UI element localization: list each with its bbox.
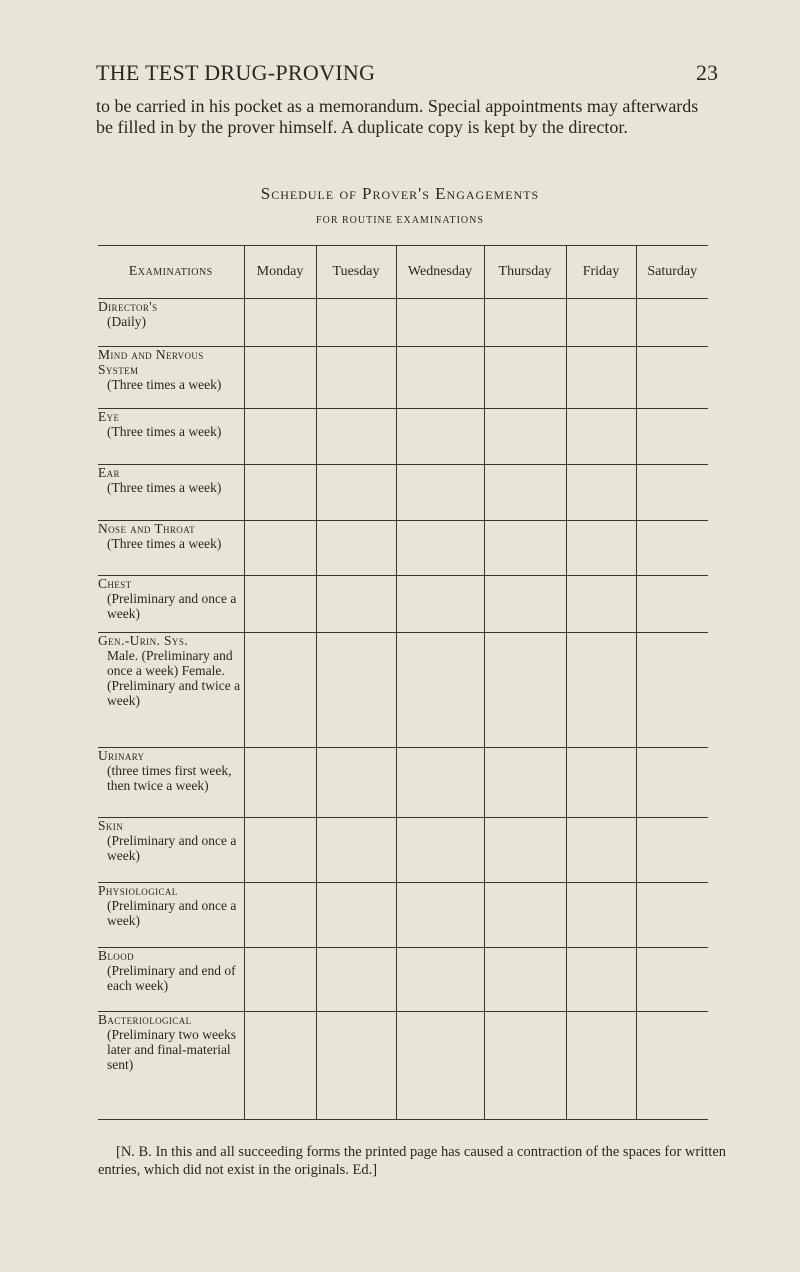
entry-cell-thursday (484, 576, 566, 633)
entry-cell-saturday (636, 948, 708, 1012)
entry-cell-wednesday (396, 576, 484, 633)
examination-name: Nose and Throat (98, 521, 196, 536)
entry-cell-saturday (636, 883, 708, 948)
entry-cell-wednesday (396, 748, 484, 818)
running-title: THE TEST DRUG-PROVING (96, 60, 376, 85)
examination-cell (98, 818, 244, 883)
entry-cell-monday (244, 299, 316, 347)
entry-cell-wednesday (396, 948, 484, 1012)
column-header-wednesday: Wednesday (396, 246, 484, 299)
examination-name: Ear (98, 465, 120, 480)
entry-cell-thursday (484, 633, 566, 748)
entry-cell-thursday (484, 409, 566, 465)
entry-cell-friday (566, 948, 636, 1012)
entry-cell-tuesday (316, 409, 396, 465)
entry-cell-monday (244, 465, 316, 521)
examination-cell (98, 299, 244, 347)
examination-name: Physiological (98, 883, 178, 898)
entry-cell-wednesday (396, 347, 484, 409)
entry-cell-tuesday (316, 347, 396, 409)
examination-cell (98, 748, 244, 818)
examination-name: Skin (98, 818, 124, 833)
entry-cell-thursday (484, 1012, 566, 1120)
entry-cell-saturday (636, 1012, 708, 1120)
table-row (98, 883, 708, 948)
entry-cell-thursday (484, 818, 566, 883)
examination-frequency: (Preliminary and once a week) (107, 591, 237, 621)
column-header-monday: Monday (244, 246, 316, 299)
column-header-thursday: Thursday (484, 246, 566, 299)
table-row (98, 576, 708, 633)
examination-frequency: (Preliminary and once a week) (107, 833, 237, 863)
examination-frequency: (three times first week, then twice a week) (107, 763, 232, 793)
entry-cell-tuesday (316, 576, 396, 633)
entry-cell-friday (566, 409, 636, 465)
entry-cell-friday (566, 465, 636, 521)
running-head (96, 60, 718, 90)
entry-cell-friday (566, 818, 636, 883)
entry-cell-wednesday (396, 1012, 484, 1120)
entry-cell-thursday (484, 521, 566, 576)
entry-cell-friday (566, 347, 636, 409)
examination-frequency: (Preliminary and once a week) (107, 898, 237, 928)
entry-cell-tuesday (316, 818, 396, 883)
entry-cell-monday (244, 633, 316, 748)
entry-cell-tuesday (316, 521, 396, 576)
entry-cell-monday (244, 1012, 316, 1120)
entry-cell-wednesday (396, 465, 484, 521)
examination-cell (98, 465, 244, 521)
entry-cell-tuesday (316, 1012, 396, 1120)
examination-cell (98, 948, 244, 1012)
examination-cell (98, 347, 244, 409)
page-number: 23 (696, 60, 718, 85)
examination-cell (98, 409, 244, 465)
entry-cell-monday (244, 748, 316, 818)
header-row (98, 246, 708, 299)
entry-cell-monday (244, 576, 316, 633)
entry-cell-saturday (636, 299, 708, 347)
table-row (98, 521, 708, 576)
examination-name: Blood (98, 948, 135, 963)
entry-cell-saturday (636, 521, 708, 576)
entry-cell-monday (244, 409, 316, 465)
examination-cell (98, 576, 244, 633)
table-row (98, 409, 708, 465)
column-header-examinations: Examinations (98, 246, 244, 299)
entry-cell-thursday (484, 883, 566, 948)
examination-frequency: (Three times a week) (107, 377, 222, 392)
entry-cell-tuesday (316, 465, 396, 521)
entry-cell-friday (566, 521, 636, 576)
entry-cell-thursday (484, 299, 566, 347)
entry-cell-friday (566, 883, 636, 948)
examination-frequency: (Three times a week) (107, 480, 222, 495)
examination-name: Mind and Nervous System (98, 347, 204, 377)
entry-cell-saturday (636, 576, 708, 633)
examination-name: Director's (98, 299, 158, 314)
entry-cell-thursday (484, 465, 566, 521)
table-row (98, 465, 708, 521)
examination-frequency: (Daily) (107, 314, 146, 329)
examination-name: Eye (98, 409, 120, 424)
entry-cell-tuesday (316, 633, 396, 748)
entry-cell-saturday (636, 748, 708, 818)
entry-cell-friday (566, 576, 636, 633)
table-row (98, 1012, 708, 1120)
intro-paragraph: to be carried in his pocket as a memorandum. Special appointments may afterwards be filled in by the prover himself. A duplicate copy is kept by the director. (96, 96, 699, 137)
examination-frequency: (Preliminary two weeks later and final-material sent) (107, 1027, 236, 1072)
table-row (98, 948, 708, 1012)
column-header-tuesday: Tuesday (316, 246, 396, 299)
examination-name: Chest (98, 576, 132, 591)
entry-cell-tuesday (316, 748, 396, 818)
entry-cell-tuesday (316, 883, 396, 948)
schedule-subtitle: FOR ROUTINE EXAMINATIONS (316, 215, 484, 226)
entry-cell-wednesday (396, 633, 484, 748)
column-header-saturday: Saturday (636, 246, 708, 299)
entry-cell-monday (244, 883, 316, 948)
entry-cell-thursday (484, 347, 566, 409)
entry-cell-saturday (636, 818, 708, 883)
entry-cell-friday (566, 748, 636, 818)
examination-frequency: (Three times a week) (107, 536, 222, 551)
examination-frequency: (Three times a week) (107, 424, 222, 439)
examination-cell (98, 883, 244, 948)
entry-cell-monday (244, 818, 316, 883)
table-row (98, 347, 708, 409)
entry-cell-saturday (636, 633, 708, 748)
table-row (98, 818, 708, 883)
table-row (98, 748, 708, 818)
entry-cell-friday (566, 633, 636, 748)
entry-cell-tuesday (316, 948, 396, 1012)
examination-frequency: (Preliminary and end of each week) (107, 963, 236, 993)
entry-cell-monday (244, 521, 316, 576)
table-row (98, 299, 708, 347)
entry-cell-wednesday (396, 521, 484, 576)
examination-name: Urinary (98, 748, 145, 763)
entry-cell-tuesday (316, 299, 396, 347)
entry-cell-monday (244, 347, 316, 409)
examination-cell (98, 633, 244, 748)
entry-cell-thursday (484, 948, 566, 1012)
entry-cell-wednesday (396, 818, 484, 883)
entry-cell-wednesday (396, 883, 484, 948)
entry-cell-friday (566, 1012, 636, 1120)
entry-cell-saturday (636, 347, 708, 409)
entry-cell-wednesday (396, 409, 484, 465)
examination-frequency: Male. (Preliminary and once a week) Female. (Preliminary and twice a week) (107, 648, 241, 708)
examination-cell (98, 1012, 244, 1120)
examination-name: Gen.-Urin. Sys. (98, 633, 189, 648)
table-row (98, 633, 708, 748)
schedule-title: Schedule of Prover's Engagements (260, 184, 540, 203)
examination-name: Bacteriological (98, 1012, 192, 1027)
entry-cell-monday (244, 948, 316, 1012)
entry-cell-saturday (636, 465, 708, 521)
schedule-body (98, 299, 708, 1120)
examination-cell (98, 521, 244, 576)
entry-cell-wednesday (396, 299, 484, 347)
entry-cell-saturday (636, 409, 708, 465)
entry-cell-thursday (484, 748, 566, 818)
entry-cell-friday (566, 299, 636, 347)
column-header-friday: Friday (566, 246, 636, 299)
footnote: [N. B. In this and all succeeding forms the printed page has caused a contraction of the spaces for written entries, which did not exist in the originals. Ed.] (98, 1144, 727, 1178)
schedule-table (98, 245, 708, 1120)
